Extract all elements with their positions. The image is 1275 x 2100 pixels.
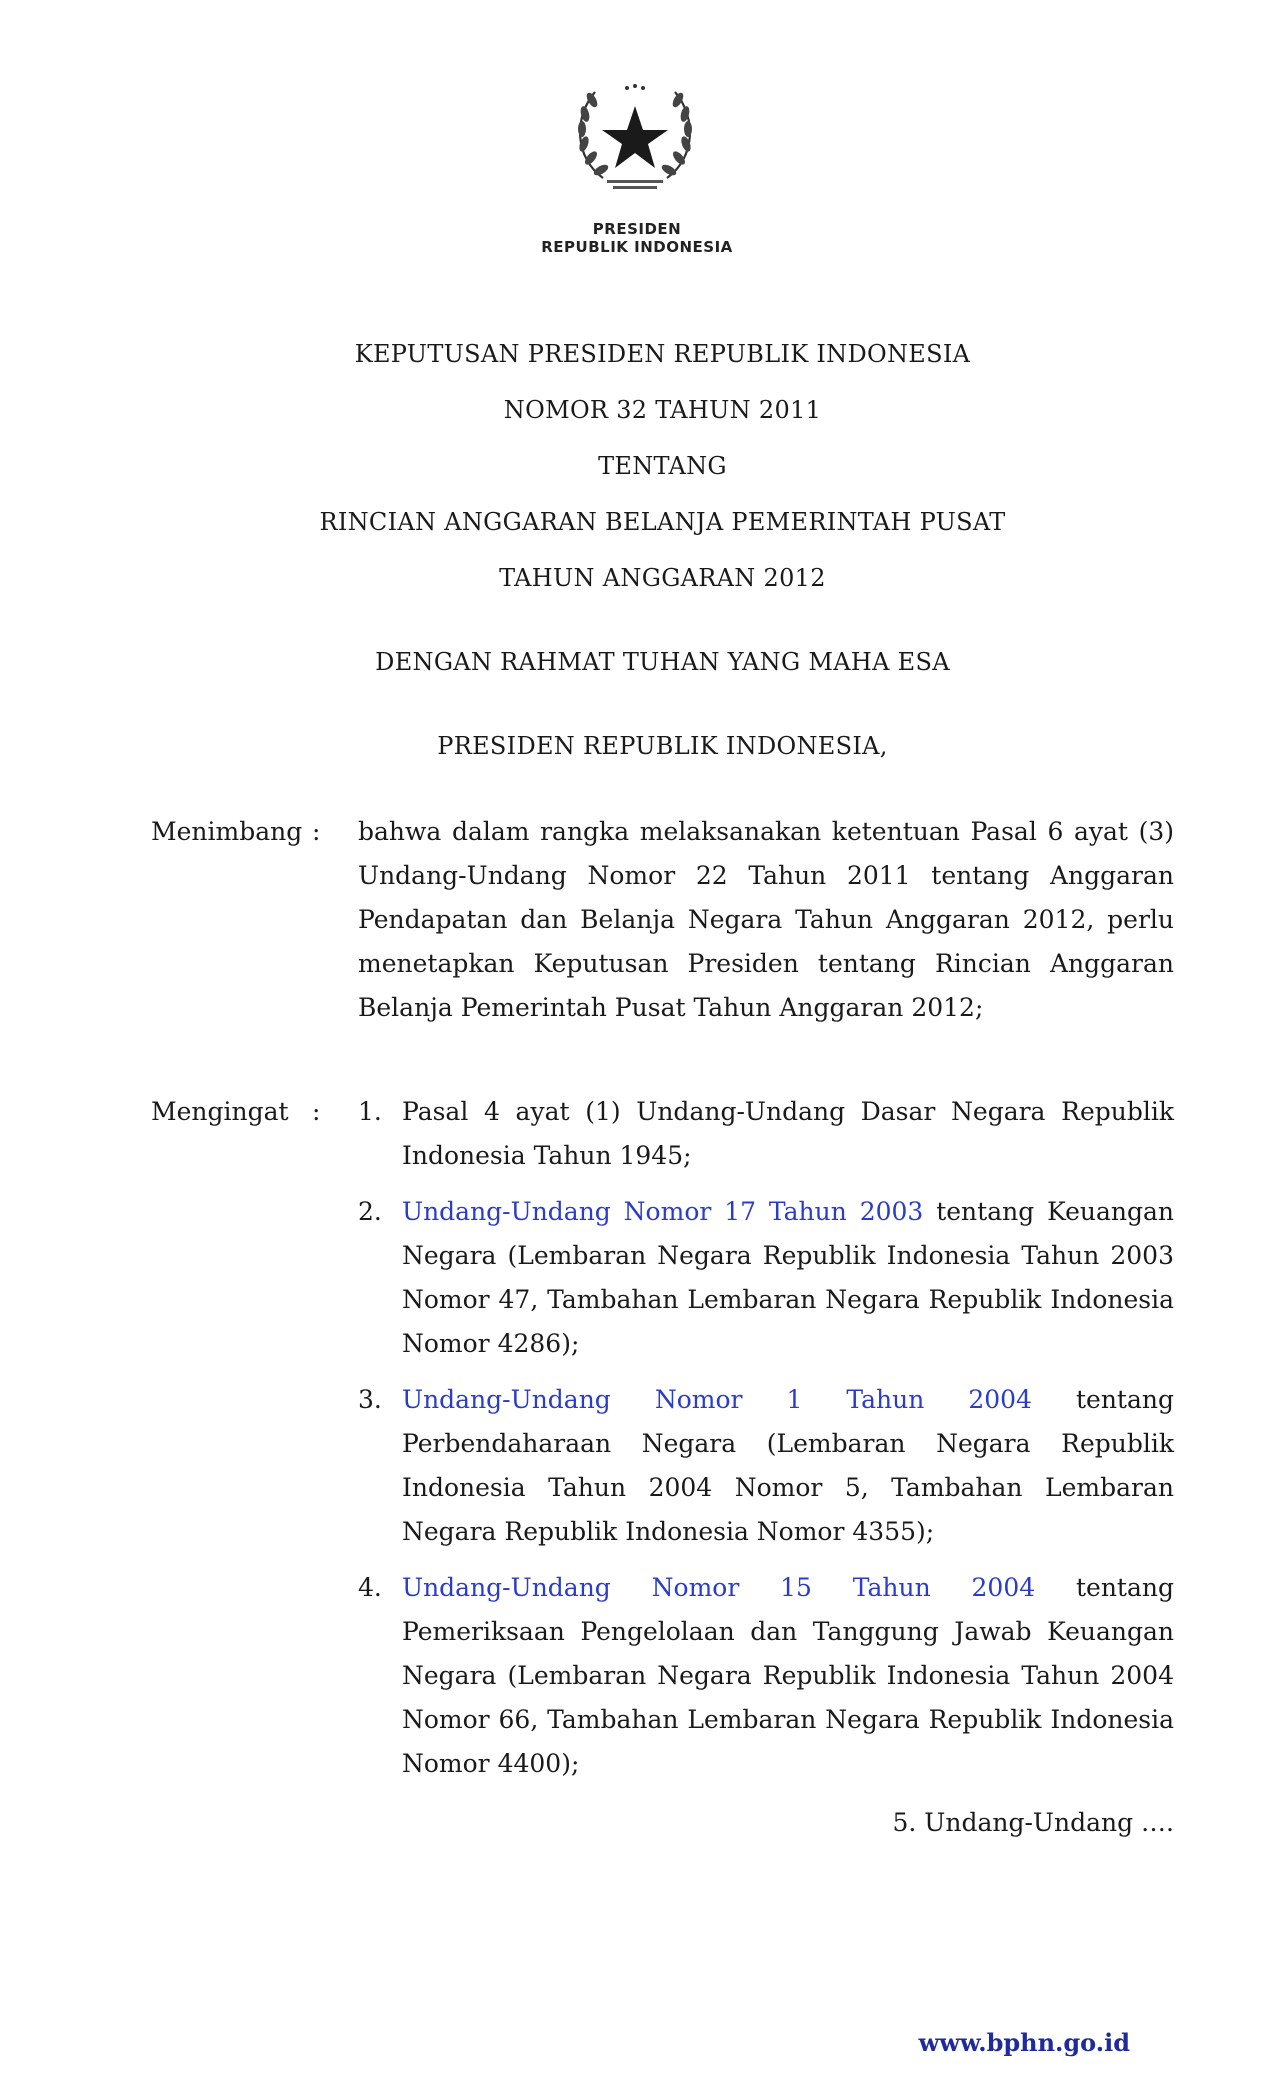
list-item bbox=[358, 1378, 1174, 1554]
law-link[interactable]: Undang-Undang Nomor 15 Tahun 2004 bbox=[402, 1573, 1036, 1602]
mengingat-label: Mengingat bbox=[151, 1097, 289, 1126]
item-number: 1. bbox=[358, 1097, 382, 1126]
decree-tentang: TENTANG bbox=[598, 452, 727, 480]
item-text: tentang Perbendaharaan Negara (Lembaran Negara Republik Indonesia Tahun 2004 Nomor 5, Tambahan Lembaran Negara Republik Indonesia Nomor 4355); bbox=[402, 1385, 1174, 1546]
item-number: 4. bbox=[358, 1573, 382, 1602]
emblem-caption-line2: REPUBLIK INDONESIA bbox=[541, 238, 733, 256]
law-link[interactable]: Undang-Undang Nomor 17 Tahun 2003 bbox=[402, 1197, 924, 1226]
menimbang-colon: : bbox=[312, 817, 321, 846]
list-item bbox=[358, 1566, 1174, 1786]
item-text: Pasal 4 ayat (1) Undang-Undang Dasar Negara Republik Indonesia Tahun 1945; bbox=[402, 1097, 1174, 1170]
continuation-marker: 5. Undang-Undang …. bbox=[892, 1808, 1174, 1837]
menimbang-text: bahwa dalam rangka melaksanakan ketentuan Pasal 6 ayat (3) Undang-Undang Nomor 22 Tahun 2011 tentang Anggaran Pendapatan dan Belanja Negara Tahun Anggaran 2012, perlu menetapkan Keputusan Presiden tentang Rincian Anggaran Belanja Pemerintah Pusat Tahun Anggaran 2012; bbox=[358, 817, 1174, 1022]
issuer: PRESIDEN REPUBLIK INDONESIA, bbox=[437, 732, 888, 760]
menimbang-label: Menimbang bbox=[151, 817, 303, 846]
item-text: tentang Pemeriksaan Pengelolaan dan Tanggung Jawab Keuangan Negara (Lembaran Negara Republik Indonesia Tahun 2004 Nomor 66, Tambahan Lembaran Negara Republik Indonesia Nomor 4400); bbox=[402, 1573, 1174, 1778]
decree-subject: RINCIAN ANGGARAN BELANJA PEMERINTAH PUSAT bbox=[319, 508, 1006, 536]
garuda-star-wreath-icon bbox=[565, 78, 705, 196]
list-item bbox=[358, 1190, 1174, 1366]
invocation: DENGAN RAHMAT TUHAN YANG MAHA ESA bbox=[375, 648, 950, 676]
decree-number: NOMOR 32 TAHUN 2011 bbox=[503, 396, 822, 424]
list-item bbox=[358, 1090, 1174, 1178]
decree-fiscal-year: TAHUN ANGGARAN 2012 bbox=[499, 564, 826, 592]
item-text: tentang Keuangan Negara (Lembaran Negara Republik Indonesia Tahun 2003 Nomor 47, Tambahan Lembaran Negara Republik Indonesia Nomor 4286); bbox=[402, 1197, 1174, 1358]
item-number: 2. bbox=[358, 1197, 382, 1226]
mengingat-colon: : bbox=[312, 1097, 321, 1126]
decree-title: KEPUTUSAN PRESIDEN REPUBLIK INDONESIA bbox=[354, 340, 971, 368]
item-number: 3. bbox=[358, 1385, 382, 1414]
emblem-caption-line1: PRESIDEN bbox=[592, 220, 682, 238]
footer-url-link[interactable]: www.bphn.go.id bbox=[918, 2028, 1130, 2057]
law-link[interactable]: Undang-Undang Nomor 1 Tahun 2004 bbox=[402, 1385, 1032, 1414]
